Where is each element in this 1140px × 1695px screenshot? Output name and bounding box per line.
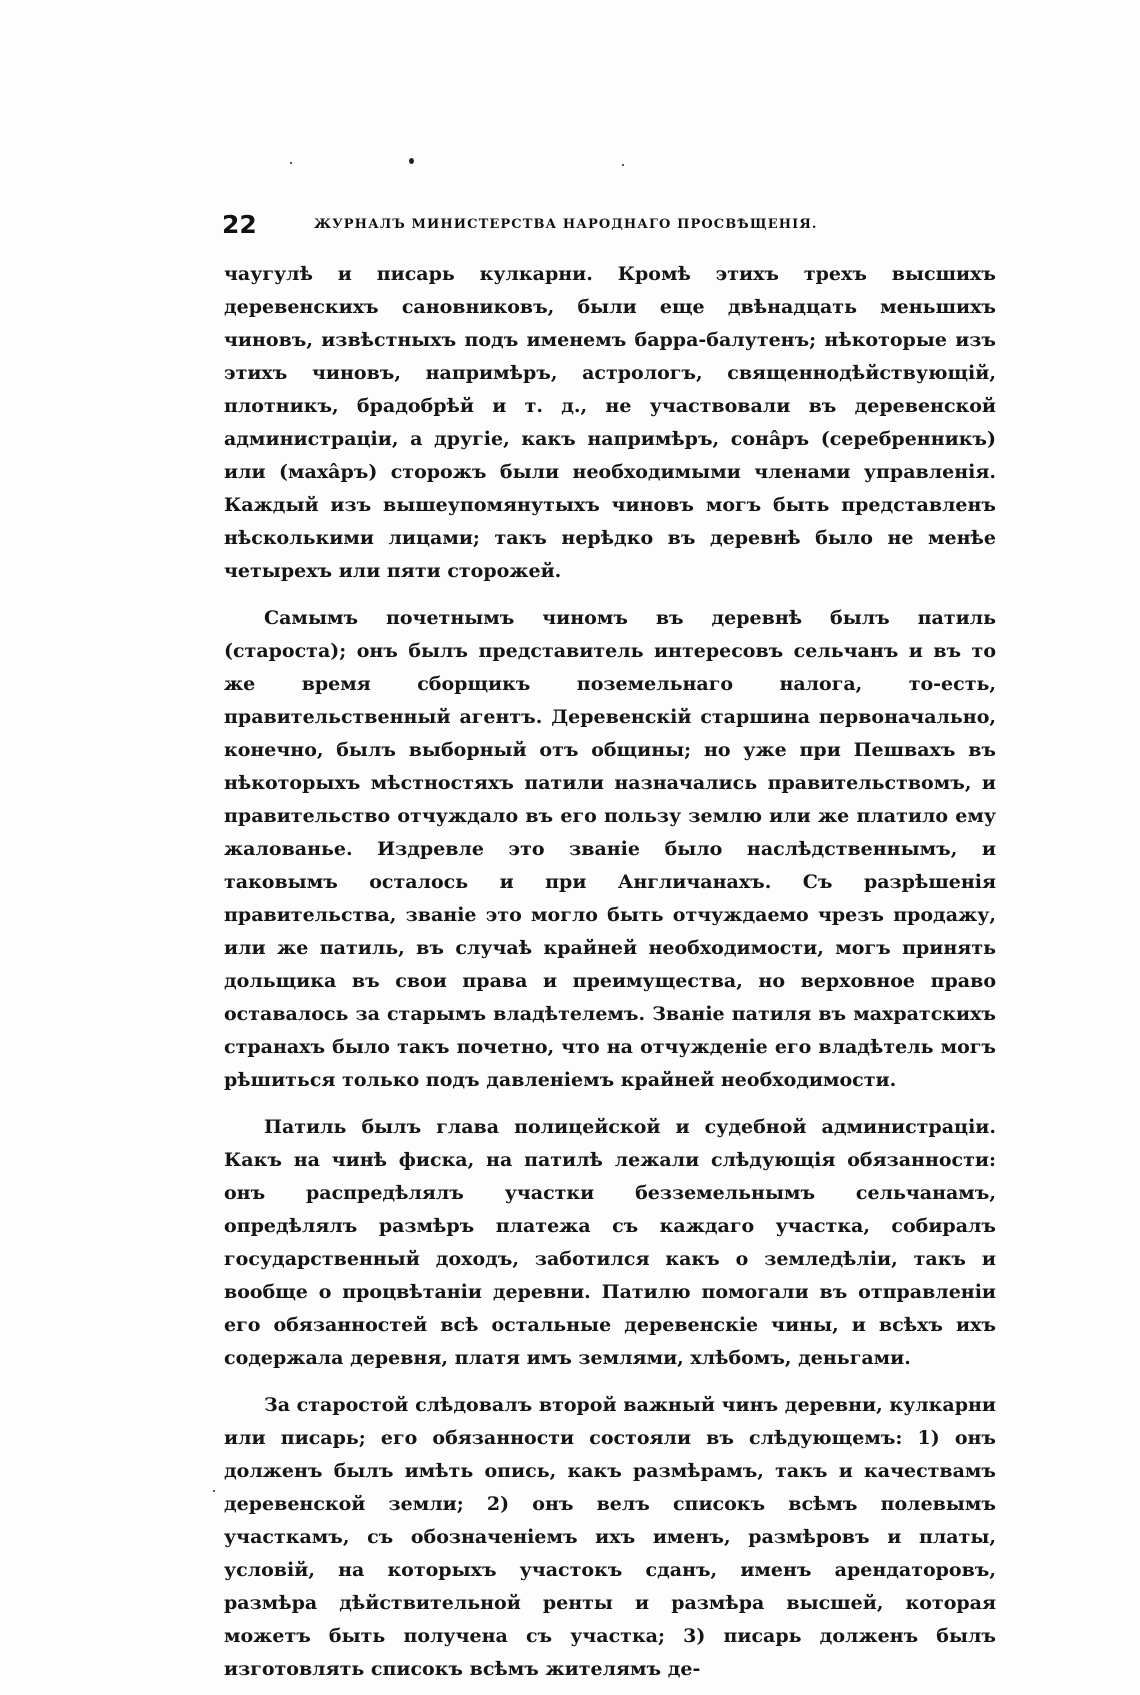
paragraph: Патиль былъ глава полицейской и судебной администраціи. Какъ на чинѣ фиска, на патилѣ лежали слѣдующія обязанности: онъ распредѣлялъ участки безземельнымъ сельчанамъ, опредѣлялъ размѣръ платежа съ каждаго участка, собиралъ государственный доходъ, заботился какъ о земледѣліи, такъ и вообще о процвѣтаніи деревни. Патилю помогали въ отправленіи его обязанностей всѣ остальные деревенскіе чины, и всѣхъ ихъ содержала деревня, платя имъ землями, хлѣбомъ, деньгами. [224, 1116, 996, 1369]
page-header [222, 210, 996, 246]
print-speck [290, 162, 292, 164]
paragraph: За старостой слѣдовалъ второй важный чинъ деревни, кулкарни или писарь; его обязанности состояли въ слѣдующемъ: 1) онъ долженъ былъ имѣть опись, какъ размѣрамъ, такъ и качествамъ деревенской земли; 2) онъ велъ списокъ всѣмъ полевымъ участкамъ, съ обозначеніемъ ихъ именъ, размѣровъ и платы, условій, на которыхъ участокъ сданъ, именъ арендаторовъ, размѣра дѣйствительной ренты и размѣра высшей, которая можетъ быть получена съ участка; 3) писарь долженъ былъ изготовлять списокъ всѣмъ жителямъ де- [224, 1394, 996, 1680]
body-text [224, 258, 996, 1686]
print-speck [622, 164, 624, 166]
running-title: ЖУРНАЛЪ МИНИСТЕРСТВА НАРОДНАГО ПРОСВѢЩЕНІЯ. [314, 217, 818, 232]
page-number: 22 [222, 210, 257, 239]
print-speck [409, 158, 414, 164]
print-speck [213, 1490, 215, 1492]
paragraph: Самымъ почетнымъ чиномъ въ деревнѣ былъ патиль (староста); онъ былъ представитель интересовъ сельчанъ и въ то же время сборщикъ поземельнаго налога, то-есть, правительственный агентъ. Деревенскій старшина первоначально, конечно, былъ выборный отъ общины; но уже при Пешвахъ въ нѣкоторыхъ мѣстностяхъ патили назначались правительствомъ, и правительство отчуждало въ его пользу землю или же платило ему жалованье. Издревле это званіе было наслѣдственнымъ, и таковымъ осталось и при Англичанахъ. Съ разрѣшенія правительства, званіе это могло быть отчуждаемо чрезъ продажу, или же патиль, въ случаѣ крайней необходимости, могъ принять дольщика въ свои права и преимущества, но верховное право оставалось за старымъ владѣтелемъ. Званіе патиля въ махратскихъ странахъ было такъ почетно, что на отчужденіе его владѣтель могъ рѣшиться только подъ давленіемъ крайней необходимости. [224, 607, 996, 1091]
paragraph: чаугулѣ и писарь кулкарни. Кромѣ этихъ трехъ высшихъ деревенскихъ сановниковъ, были еще двѣнадцать меньшихъ чиновъ, извѣстныхъ подъ именемъ барра-балутенъ; нѣкоторые изъ этихъ чиновъ, напримѣръ, астрологъ, священнодѣйствующій, плотникъ, брадобрѣй и т. д., не участвовали въ деревенской администраціи, а другіе, какъ напримѣръ, сонâръ (серебренникъ) или (махâръ) сторожъ были необходимыми членами управленія. Каждый изъ вышеупомянутыхъ чиновъ могъ быть представленъ нѣсколькими лицами; такъ нерѣдко въ деревнѣ было не менѣе четырехъ или пяти сторожей. [224, 263, 996, 582]
